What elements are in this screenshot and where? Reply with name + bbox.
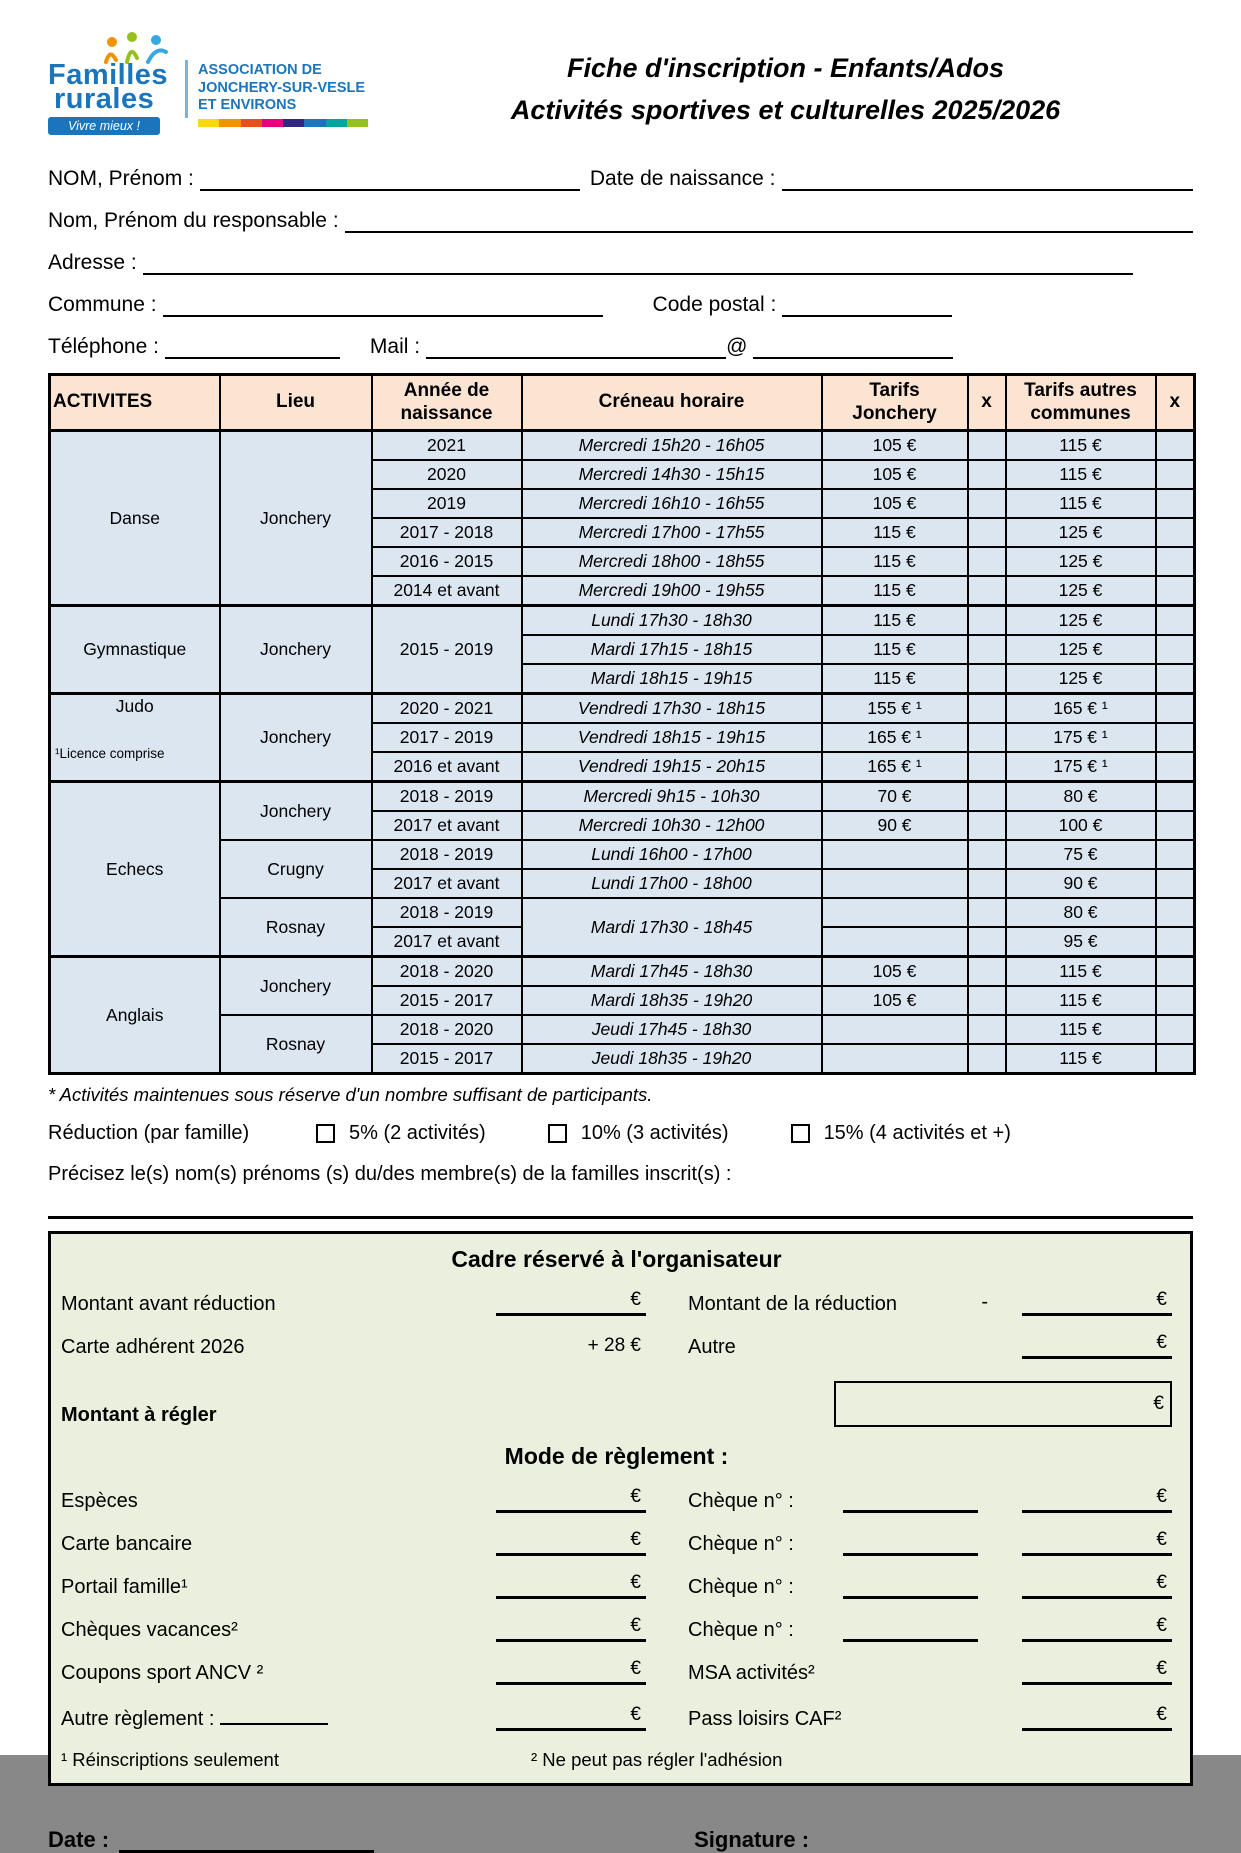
activity-group-danse — [50, 431, 1195, 606]
code-postal-label: Code postal : — [652, 292, 777, 316]
coupons-ancv-input-line[interactable] — [496, 1658, 646, 1685]
cheque-amount-input-line[interactable] — [1022, 1486, 1172, 1513]
lieu-cell: Jonchery — [220, 782, 372, 841]
tarif-autres-cell: 75 € — [1006, 840, 1156, 869]
select-x-cell[interactable] — [1156, 664, 1195, 694]
tarif-jonchery-cell: 105 € — [822, 957, 968, 987]
date-naissance-label: Date de naissance : — [589, 166, 776, 190]
cheque-number-input-line[interactable] — [843, 1486, 978, 1513]
payment-row-cheques-vacances — [61, 1615, 1172, 1642]
euro-sign: € — [630, 1486, 641, 1508]
creneau-cell: Mercredi 10h30 - 12h00 — [522, 811, 822, 840]
nom-prenom-input-line[interactable] — [200, 161, 580, 191]
autre-reglement-label: Autre règlement : — [61, 1701, 496, 1731]
reduction-row — [48, 1122, 1193, 1145]
signature-label: Signature : — [694, 1827, 810, 1853]
euro-sign: € — [630, 1658, 641, 1680]
creneau-cell: Jeudi 17h45 - 18h30 — [522, 1015, 822, 1044]
annee-cell: 2015 - 2019 — [372, 606, 522, 694]
cheque-label: Chèque n° : — [688, 1619, 794, 1642]
people-figures-icon — [100, 32, 178, 74]
tarif-jonchery-cell: 105 € — [822, 431, 968, 461]
creneau-cell: Mardi 18h15 - 19h15 — [522, 664, 822, 694]
annee-cell: 2015 - 2017 — [372, 986, 522, 1015]
at-sign: @ — [726, 334, 748, 358]
tarif-autres-cell: 125 € — [1006, 576, 1156, 606]
select-x-cell[interactable] — [968, 957, 1006, 987]
activity-group-gymnastique — [50, 606, 1195, 694]
tarif-jonchery-cell — [822, 1015, 968, 1044]
creneau-cell: Mercredi 15h20 - 16h05 — [522, 431, 822, 461]
tarif-autres-cell: 95 € — [1006, 927, 1156, 957]
activity-name: Judo — [115, 696, 154, 717]
select-x-cell[interactable] — [968, 1015, 1006, 1044]
lieu-cell: Jonchery — [220, 957, 372, 1016]
tarif-autres-cell: 125 € — [1006, 518, 1156, 547]
header-tarifs-autres: Tarifs autres communes — [1006, 374, 1156, 431]
annee-cell: 2019 — [372, 489, 522, 518]
select-x-cell[interactable] — [1156, 547, 1195, 576]
euro-sign: € — [1156, 1658, 1167, 1680]
association-line2: JONCHERY-SUR-VESLE — [198, 79, 366, 96]
payment-row-autre — [61, 1701, 1172, 1731]
logo-brand-block — [48, 34, 177, 135]
activity-group-anglais — [50, 957, 1195, 1074]
cheque-number-input-line[interactable] — [843, 1529, 978, 1556]
title-line2: Activités sportives et culturelles 2025/2026 — [510, 94, 1061, 125]
field-row-commune — [48, 275, 1193, 317]
field-row-nom — [48, 149, 1193, 191]
tarif-autres-cell: 80 € — [1006, 898, 1156, 927]
select-x-cell[interactable] — [968, 782, 1006, 812]
tarif-autres-cell: 125 € — [1006, 664, 1156, 694]
responsable-label: Nom, Prénom du responsable : — [48, 208, 339, 232]
table-row — [50, 694, 1195, 724]
creneau-cell: Vendredi 17h30 - 18h15 — [522, 694, 822, 724]
tarif-autres-cell: 115 € — [1006, 986, 1156, 1015]
creneau-cell: Jeudi 18h35 - 19h20 — [522, 1044, 822, 1074]
select-x-cell[interactable] — [968, 518, 1006, 547]
select-x-cell[interactable] — [1156, 752, 1195, 782]
select-x-cell[interactable] — [968, 576, 1006, 606]
commune-input-line[interactable] — [163, 287, 603, 317]
creneau-cell: Mercredi 16h10 - 16h55 — [522, 489, 822, 518]
euro-sign: € — [630, 1704, 641, 1726]
tarif-autres-cell: 165 € ¹ — [1006, 694, 1156, 724]
montant-reduction-input-line[interactable] — [1022, 1289, 1172, 1316]
euro-sign: € — [630, 1615, 641, 1637]
creneau-cell: Mercredi 9h15 - 10h30 — [522, 782, 822, 812]
reduction-option-label: 10% (3 activités) — [580, 1122, 729, 1145]
annee-cell: 2020 — [372, 460, 522, 489]
payment-row-especes — [61, 1486, 1172, 1513]
familles-rurales-logo — [48, 34, 368, 135]
tarif-jonchery-cell: 70 € — [822, 782, 968, 812]
tarif-jonchery-cell: 115 € — [822, 635, 968, 664]
select-x-cell[interactable] — [1156, 431, 1195, 461]
euro-sign: € — [1156, 1529, 1167, 1551]
cheques-vacances-label: Chèques vacances² — [61, 1619, 238, 1642]
brand-line2: rurales — [54, 82, 155, 115]
annee-cell: 2018 - 2019 — [372, 840, 522, 869]
tarif-autres-cell: 115 € — [1006, 489, 1156, 518]
montant-avant-label: Montant avant réduction — [61, 1293, 276, 1316]
tarif-jonchery-cell — [822, 898, 968, 927]
pass-caf-label: Pass loisirs CAF² — [688, 1708, 842, 1731]
identity-fields — [48, 149, 1193, 359]
select-x-cell[interactable] — [1156, 986, 1195, 1015]
select-x-cell[interactable] — [968, 606, 1006, 636]
tagline-text: Vivre mieux ! — [67, 118, 140, 133]
creneau-cell: Mercredi 14h30 - 15h15 — [522, 460, 822, 489]
select-x-cell[interactable] — [1156, 927, 1195, 957]
table-row — [50, 898, 1195, 927]
msa-label: MSA activités² — [688, 1662, 815, 1685]
brand-line1: Familles — [48, 59, 169, 91]
tarif-autres-cell: 175 € ¹ — [1006, 723, 1156, 752]
telephone-label: Téléphone : — [48, 334, 159, 358]
table-header-row — [50, 374, 1195, 431]
activity-name-cell — [50, 694, 220, 782]
tarif-jonchery-cell: 105 € — [822, 489, 968, 518]
select-x-cell[interactable] — [1156, 1015, 1195, 1044]
logo-colorbar — [198, 119, 368, 127]
reduction-option-5 — [316, 1122, 486, 1145]
organizer-title: Cadre réservé à l'organisateur — [451, 1246, 782, 1273]
creneau-cell: Mardi 17h30 - 18h45 — [522, 898, 822, 957]
payment-row-carte — [61, 1529, 1172, 1556]
creneau-cell: Mercredi 18h00 - 18h55 — [522, 547, 822, 576]
autre-input-line[interactable] — [1022, 1332, 1172, 1359]
tarif-jonchery-cell: 105 € — [822, 986, 968, 1015]
select-x-cell[interactable] — [1156, 782, 1195, 812]
tarif-autres-cell: 125 € — [1006, 547, 1156, 576]
annee-cell: 2017 - 2019 — [372, 723, 522, 752]
carte-bancaire-input-line[interactable] — [496, 1529, 646, 1556]
montant-avant-input-line[interactable] — [496, 1289, 646, 1316]
cheque-amount-input-line[interactable] — [1022, 1615, 1172, 1642]
tarif-jonchery-cell: 115 € — [822, 606, 968, 636]
portail-famille-label: Portail famille¹ — [61, 1576, 188, 1599]
activity-name-cell: Anglais — [50, 957, 220, 1074]
header-x2: x — [1156, 374, 1195, 431]
select-x-cell[interactable] — [1156, 898, 1195, 927]
select-x-cell[interactable] — [968, 489, 1006, 518]
tarif-autres-cell: 90 € — [1006, 869, 1156, 898]
euro-sign: € — [630, 1572, 641, 1594]
tarif-jonchery-cell: 155 € ¹ — [822, 694, 968, 724]
autre-label: Autre — [688, 1336, 736, 1359]
amounts-row-1 — [61, 1289, 1172, 1316]
annee-cell: 2018 - 2020 — [372, 1015, 522, 1044]
creneau-cell: Vendredi 18h15 - 19h15 — [522, 723, 822, 752]
lieu-cell: Crugny — [220, 840, 372, 898]
select-x-cell[interactable] — [968, 431, 1006, 461]
field-row-telephone — [48, 317, 1193, 359]
euro-sign: € — [1153, 1393, 1164, 1415]
portail-famille-input-line[interactable] — [496, 1572, 646, 1599]
header-tarifs-jonchery: Tarifs Jonchery — [822, 374, 968, 431]
especes-label: Espèces — [61, 1490, 138, 1513]
cheque-amount-input-line[interactable] — [1022, 1529, 1172, 1556]
cheque-label: Chèque n° : — [688, 1490, 794, 1513]
table-row — [50, 1015, 1195, 1044]
carte-adherent-value: + 28 € — [587, 1335, 641, 1357]
reduction-label: Réduction (par famille) — [48, 1122, 250, 1145]
carte-bancaire-label: Carte bancaire — [61, 1533, 193, 1556]
activity-name-cell: Echecs — [50, 782, 220, 957]
tarif-jonchery-cell: 115 € — [822, 664, 968, 694]
euro-sign: € — [630, 1289, 641, 1311]
tarif-jonchery-cell: 165 € ¹ — [822, 752, 968, 782]
select-x-cell[interactable] — [1156, 460, 1195, 489]
select-x-cell[interactable] — [1156, 869, 1195, 898]
especes-input-line[interactable] — [496, 1486, 646, 1513]
date-signature-row — [48, 1824, 1193, 1853]
association-line1: ASSOCIATION DE — [198, 62, 322, 78]
tarif-jonchery-cell: 90 € — [822, 811, 968, 840]
minus-sign: - — [981, 1291, 988, 1314]
header-activites: ACTIVITES — [50, 374, 220, 431]
lieu-cell: Jonchery — [220, 694, 372, 782]
lieu-cell: Jonchery — [220, 431, 372, 606]
total-row — [61, 1381, 1172, 1427]
table-row — [50, 431, 1195, 461]
reduction-option-15 — [791, 1122, 1011, 1145]
activity-group-judo — [50, 694, 1195, 782]
tarif-jonchery-cell — [822, 1044, 968, 1074]
select-x-cell[interactable] — [1156, 635, 1195, 664]
select-x-cell[interactable] — [968, 460, 1006, 489]
organizer-box — [48, 1231, 1193, 1786]
annee-cell: 2015 - 2017 — [372, 1044, 522, 1074]
creneau-cell: Lundi 16h00 - 17h00 — [522, 840, 822, 869]
euro-sign: € — [1156, 1615, 1167, 1637]
header-lieu: Lieu — [220, 374, 372, 431]
select-x-cell[interactable] — [1156, 811, 1195, 840]
select-x-cell[interactable] — [968, 635, 1006, 664]
creneau-cell: Mardi 18h35 - 19h20 — [522, 986, 822, 1015]
select-x-cell[interactable] — [968, 927, 1006, 957]
header-annee: Année de naissance — [372, 374, 522, 431]
tarif-jonchery-cell: 165 € ¹ — [822, 723, 968, 752]
date-label: Date : — [48, 1827, 110, 1853]
cheques-vacances-input-line[interactable] — [496, 1615, 646, 1642]
mail-local-input-line[interactable] — [426, 329, 726, 359]
reduction-option-label: 5% (2 activités) — [349, 1122, 486, 1145]
select-x-cell[interactable] — [1156, 723, 1195, 752]
form-title — [368, 34, 1193, 132]
logo-divider — [185, 60, 188, 118]
table-row — [50, 957, 1195, 987]
annee-cell: 2017 - 2018 — [372, 518, 522, 547]
select-x-cell[interactable] — [968, 986, 1006, 1015]
payment-row-coupons — [61, 1658, 1172, 1685]
cheque-label: Chèque n° : — [688, 1533, 794, 1556]
euro-sign: € — [1156, 1572, 1167, 1594]
select-x-cell[interactable] — [1156, 606, 1195, 636]
header-x1: x — [968, 374, 1006, 431]
creneau-cell: Mercredi 19h00 - 19h55 — [522, 576, 822, 606]
select-x-cell[interactable] — [968, 723, 1006, 752]
table-row — [50, 606, 1195, 636]
tarif-autres-cell: 115 € — [1006, 1044, 1156, 1074]
reduction-checkbox-15[interactable] — [791, 1124, 810, 1143]
annee-cell: 2017 et avant — [372, 927, 522, 957]
tarif-autres-cell: 80 € — [1006, 782, 1156, 812]
tarif-jonchery-cell — [822, 927, 968, 957]
annee-cell: 2017 et avant — [372, 869, 522, 898]
code-postal-input-line[interactable] — [782, 287, 952, 317]
creneau-cell: Lundi 17h00 - 18h00 — [522, 869, 822, 898]
euro-sign: € — [1156, 1289, 1167, 1311]
creneau-cell: Mercredi 17h00 - 17h55 — [522, 518, 822, 547]
select-x-cell[interactable] — [1156, 489, 1195, 518]
cheque-amount-input-line[interactable] — [1022, 1572, 1172, 1599]
table-row — [50, 782, 1195, 812]
table-row — [50, 840, 1195, 869]
tarif-autres-cell: 115 € — [1006, 957, 1156, 987]
creneau-cell: Vendredi 19h15 - 20h15 — [522, 752, 822, 782]
annee-cell: 2016 - 2015 — [372, 547, 522, 576]
date-input-line[interactable] — [119, 1824, 374, 1853]
adresse-input-line[interactable] — [143, 245, 1133, 275]
telephone-input-line[interactable] — [165, 329, 340, 359]
responsable-input-line[interactable] — [345, 203, 1193, 233]
field-row-responsable — [48, 191, 1193, 233]
select-x-cell[interactable] — [968, 898, 1006, 927]
tarif-jonchery-cell — [822, 869, 968, 898]
montant-regler-label: Montant à régler — [61, 1404, 217, 1427]
select-x-cell[interactable] — [968, 752, 1006, 782]
mode-reglement-title: Mode de règlement : — [504, 1443, 729, 1470]
tarif-autres-cell: 175 € ¹ — [1006, 752, 1156, 782]
mail-label: Mail : — [369, 334, 421, 358]
footnote-adhesion: ² Ne peut pas régler l'adhésion — [531, 1749, 783, 1771]
tarif-jonchery-cell: 105 € — [822, 460, 968, 489]
annee-cell: 2018 - 2019 — [372, 782, 522, 812]
tarif-autres-cell: 115 € — [1006, 460, 1156, 489]
montant-regler-input-box[interactable] — [834, 1381, 1172, 1427]
family-members-input-line[interactable] — [48, 1186, 1193, 1219]
field-row-adresse — [48, 233, 1193, 275]
autre-reglement-type-input-line[interactable] — [220, 1701, 328, 1725]
select-x-cell[interactable] — [968, 811, 1006, 840]
reduction-option-label: 15% (4 activités et +) — [823, 1122, 1011, 1145]
annee-cell: 2021 — [372, 431, 522, 461]
select-x-cell[interactable] — [1156, 957, 1195, 987]
cheque-number-input-line[interactable] — [843, 1615, 978, 1642]
commune-label: Commune : — [48, 292, 157, 316]
creneau-cell: Lundi 17h30 - 18h30 — [522, 606, 822, 636]
header — [48, 34, 1193, 135]
cheque-number-input-line[interactable] — [843, 1572, 978, 1599]
activity-group-echecs — [50, 782, 1195, 957]
tarif-autres-cell: 115 € — [1006, 431, 1156, 461]
select-x-cell[interactable] — [968, 1044, 1006, 1074]
tarif-autres-cell: 125 € — [1006, 606, 1156, 636]
reduction-checkbox-10[interactable] — [548, 1124, 567, 1143]
select-x-cell[interactable] — [968, 694, 1006, 724]
euro-sign: € — [1156, 1332, 1167, 1354]
annee-cell: 2018 - 2019 — [372, 898, 522, 927]
select-x-cell[interactable] — [1156, 576, 1195, 606]
date-naissance-input-line[interactable] — [782, 161, 1194, 191]
tarif-jonchery-cell — [822, 840, 968, 869]
reduction-checkbox-5[interactable] — [316, 1124, 335, 1143]
euro-sign: € — [1156, 1486, 1167, 1508]
tarif-autres-cell: 125 € — [1006, 635, 1156, 664]
amounts-row-2 — [61, 1332, 1172, 1359]
header-creneau: Créneau horaire — [522, 374, 822, 431]
lieu-cell: Rosnay — [220, 1015, 372, 1074]
organizer-footnotes — [61, 1749, 1172, 1771]
payment-row-portail — [61, 1572, 1172, 1599]
select-x-cell[interactable] — [1156, 518, 1195, 547]
table-footnote: * Activités maintenues sous réserve d'un nombre suffisant de participants. — [48, 1084, 653, 1106]
carte-adherent-label: Carte adhérent 2026 — [61, 1336, 245, 1359]
family-members-label: Précisez le(s) nom(s) prénoms (s) du/des membre(s) de la familles inscrit(s) : — [48, 1163, 732, 1186]
association-block — [198, 34, 368, 127]
montant-reduction-label: Montant de la réduction — [688, 1293, 898, 1316]
select-x-cell[interactable] — [1156, 1044, 1195, 1074]
annee-cell: 2014 et avant — [372, 576, 522, 606]
select-x-cell[interactable] — [968, 869, 1006, 898]
autre-reglement-input-line[interactable] — [496, 1704, 646, 1731]
activity-name-cell: Gymnastique — [50, 606, 220, 694]
select-x-cell[interactable] — [968, 547, 1006, 576]
select-x-cell[interactable] — [1156, 840, 1195, 869]
footnote-reinscriptions: ¹ Réinscriptions seulement — [61, 1749, 279, 1771]
title-line1: Fiche d'inscription - Enfants/Ados — [567, 53, 1004, 83]
select-x-cell[interactable] — [968, 840, 1006, 869]
reduction-option-10 — [548, 1122, 729, 1145]
annee-cell: 2017 et avant — [372, 811, 522, 840]
msa-input-line[interactable] — [1022, 1658, 1172, 1685]
creneau-cell: Mardi 17h15 - 18h15 — [522, 635, 822, 664]
euro-sign: € — [1156, 1704, 1167, 1726]
nom-prenom-label: NOM, Prénom : — [48, 166, 194, 190]
activity-name-cell: Danse — [50, 431, 220, 606]
pass-caf-input-line[interactable] — [1022, 1704, 1172, 1731]
tarif-autres-cell: 115 € — [1006, 1015, 1156, 1044]
annee-cell: 2016 et avant — [372, 752, 522, 782]
select-x-cell[interactable] — [968, 664, 1006, 694]
coupons-ancv-label: Coupons sport ANCV ² — [61, 1662, 264, 1685]
annee-cell: 2020 - 2021 — [372, 694, 522, 724]
adresse-label: Adresse : — [48, 250, 137, 274]
tarif-jonchery-cell: 115 € — [822, 576, 968, 606]
select-x-cell[interactable] — [1156, 694, 1195, 724]
mail-domain-input-line[interactable] — [753, 329, 953, 359]
lieu-cell: Jonchery — [220, 606, 372, 694]
creneau-cell: Mardi 17h45 - 18h30 — [522, 957, 822, 987]
euro-sign: € — [630, 1529, 641, 1551]
tarif-jonchery-cell: 115 € — [822, 547, 968, 576]
cheque-label: Chèque n° : — [688, 1576, 794, 1599]
tarif-jonchery-cell: 115 € — [822, 518, 968, 547]
activities-table — [48, 373, 1196, 1076]
tarif-autres-cell: 100 € — [1006, 811, 1156, 840]
licence-note: ¹Licence comprise — [55, 746, 165, 762]
lieu-cell: Rosnay — [220, 898, 372, 957]
annee-cell: 2018 - 2020 — [372, 957, 522, 987]
association-line3: ET ENVIRONS — [198, 97, 297, 114]
tagline-badge — [48, 117, 160, 135]
